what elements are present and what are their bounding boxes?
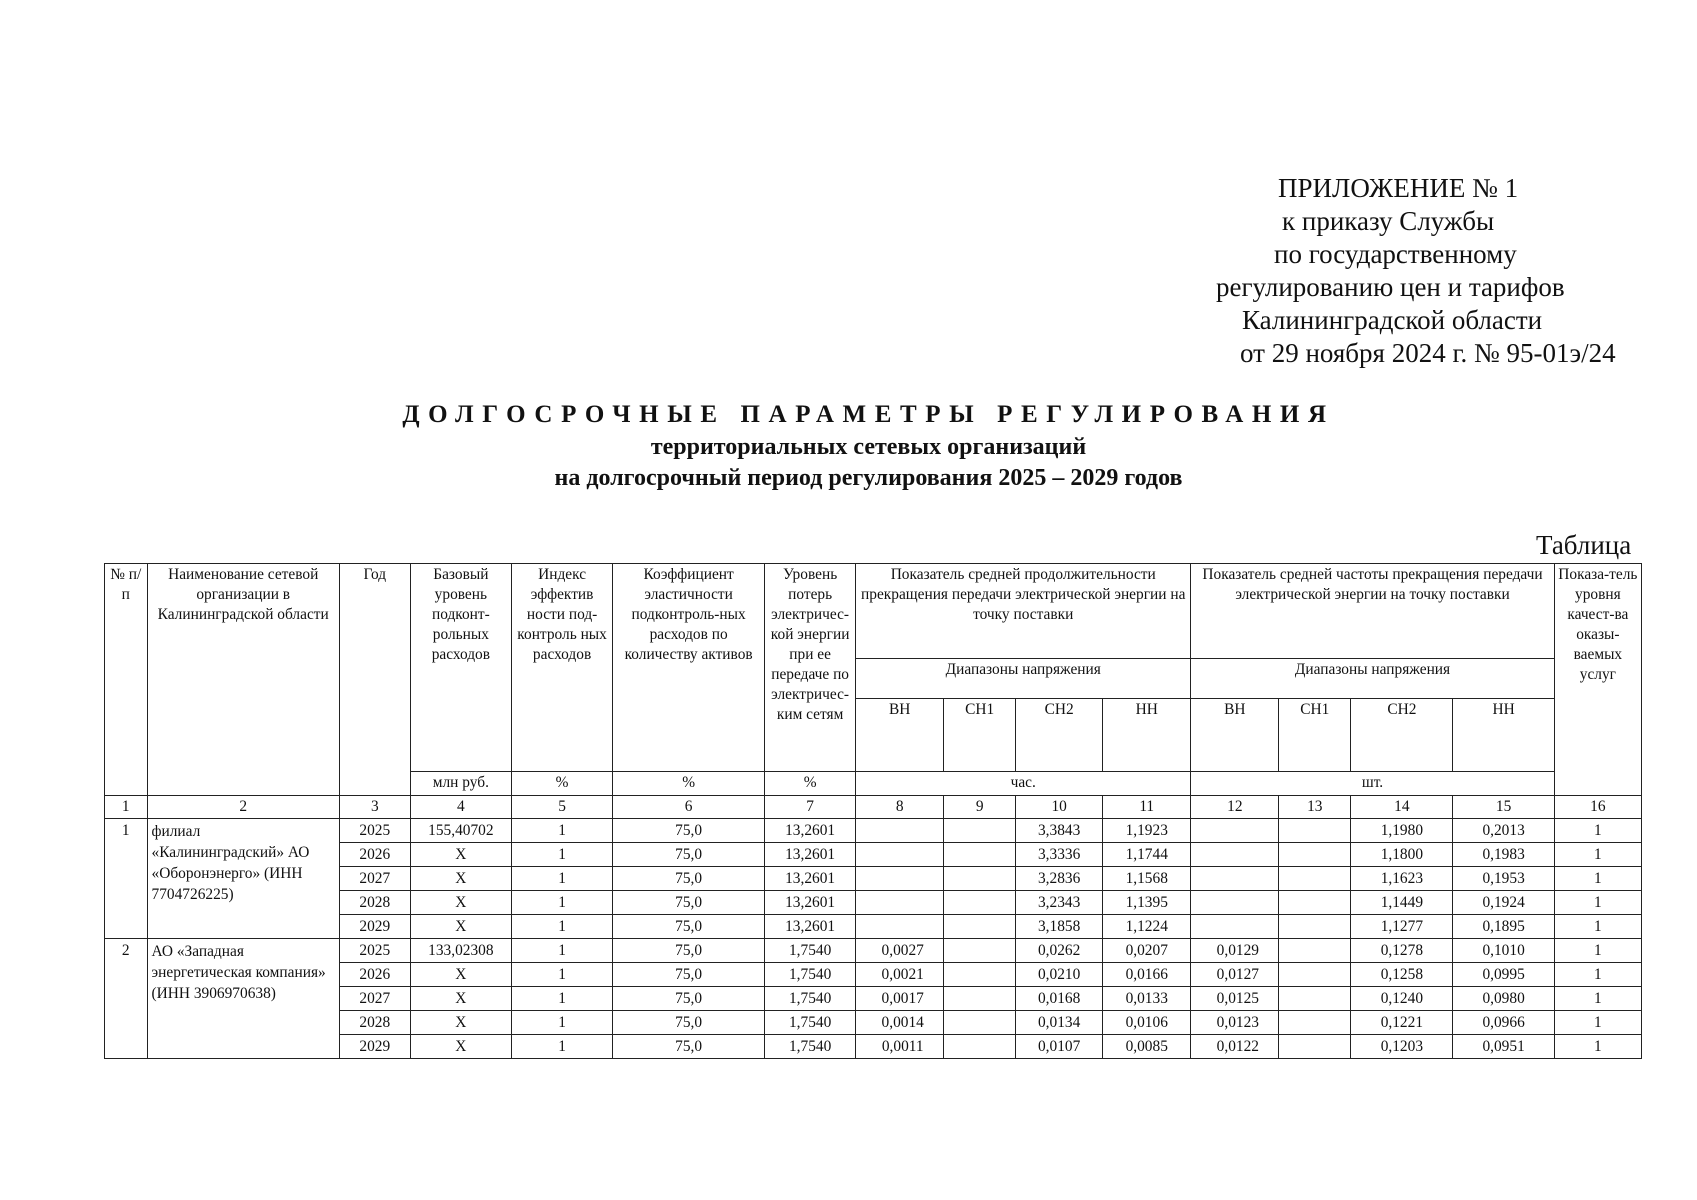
cell-base-level: Х <box>410 1035 511 1059</box>
cell-year: 2029 <box>339 1035 410 1059</box>
cell-duration-nn: 0,0106 <box>1103 1011 1191 1035</box>
cell-frequency-nn: 0,1924 <box>1453 891 1554 915</box>
column-numbers-row <box>105 796 1642 819</box>
column-number: 15 <box>1453 796 1554 819</box>
cell-frequency-sn2: 0,1203 <box>1351 1035 1453 1059</box>
cell-duration-sn2: 3,1858 <box>1016 915 1103 939</box>
cell-frequency-nn: 0,0980 <box>1453 987 1554 1011</box>
column-number: 9 <box>944 796 1016 819</box>
appendix-header <box>1150 172 1630 370</box>
cell-efficiency-index: 1 <box>511 1035 612 1059</box>
cell-loss-level: 1,7540 <box>765 1011 856 1035</box>
cell-frequency-sn1 <box>1279 963 1351 987</box>
column-number: 12 <box>1191 796 1279 819</box>
cell-frequency-sn1 <box>1279 1011 1351 1035</box>
unit-duration: час. <box>856 772 1191 796</box>
cell-frequency-sn2: 1,1800 <box>1351 843 1453 867</box>
cell-frequency-vn: 0,0122 <box>1191 1035 1279 1059</box>
appendix-line: ПРИЛОЖЕНИЕ № 1 <box>1278 173 1519 203</box>
header-quality: Показа-тель уровня качест-ва оказы-ваемых услуг <box>1554 564 1641 796</box>
cell-efficiency-index: 1 <box>511 939 612 963</box>
appendix-line: Калининградской области <box>1242 305 1543 335</box>
cell-duration-sn1 <box>944 867 1016 891</box>
cell-duration-sn1 <box>944 987 1016 1011</box>
cell-frequency-sn2: 0,1258 <box>1351 963 1453 987</box>
header-nn: НН <box>1103 699 1191 772</box>
cell-frequency-nn: 0,1010 <box>1453 939 1554 963</box>
cell-duration-vn: 0,0017 <box>856 987 944 1011</box>
cell-quality: 1 <box>1554 891 1641 915</box>
cell-duration-nn: 0,0166 <box>1103 963 1191 987</box>
cell-duration-sn1 <box>944 1011 1016 1035</box>
cell-loss-level: 1,7540 <box>765 1035 856 1059</box>
cell-duration-sn1 <box>944 1035 1016 1059</box>
cell-quality: 1 <box>1554 1035 1641 1059</box>
column-number: 5 <box>511 796 612 819</box>
cell-year: 2026 <box>339 963 410 987</box>
cell-efficiency-index: 1 <box>511 843 612 867</box>
cell-frequency-vn <box>1191 867 1279 891</box>
cell-frequency-sn1 <box>1279 987 1351 1011</box>
appendix-line: к приказу Службы <box>1282 206 1495 236</box>
column-number: 11 <box>1103 796 1191 819</box>
cell-frequency-vn <box>1191 891 1279 915</box>
cell-year: 2025 <box>339 939 410 963</box>
header-vn: ВН <box>1191 699 1279 772</box>
cell-duration-sn1 <box>944 891 1016 915</box>
cell-duration-nn: 1,1568 <box>1103 867 1191 891</box>
cell-year: 2029 <box>339 915 410 939</box>
header-frequency: Показатель средней частоты прекращения передачи электрической энергии на точку поставки <box>1191 564 1554 659</box>
cell-quality: 1 <box>1554 1011 1641 1035</box>
column-number: 3 <box>339 796 410 819</box>
column-number: 10 <box>1016 796 1103 819</box>
org-number: 2 <box>105 939 148 1059</box>
header-base-level: Базовый уровень подконт-рольных расходов <box>410 564 511 772</box>
cell-frequency-sn2: 1,1980 <box>1351 819 1453 843</box>
column-number: 4 <box>410 796 511 819</box>
cell-duration-sn2: 0,0134 <box>1016 1011 1103 1035</box>
cell-frequency-vn: 0,0125 <box>1191 987 1279 1011</box>
cell-efficiency-index: 1 <box>511 1011 612 1035</box>
cell-efficiency-index: 1 <box>511 915 612 939</box>
cell-loss-level: 13,2601 <box>765 915 856 939</box>
table-row <box>105 939 1642 963</box>
appendix-line: от 29 ноября 2024 г. № 95-01э/24 <box>1240 338 1616 368</box>
cell-duration-nn: 0,0207 <box>1103 939 1191 963</box>
cell-duration-sn1 <box>944 819 1016 843</box>
unit-coef: % <box>613 772 765 796</box>
cell-base-level: 133,02308 <box>410 939 511 963</box>
header-sn2: СН2 <box>1016 699 1103 772</box>
cell-duration-sn2: 3,2343 <box>1016 891 1103 915</box>
unit-loss: % <box>765 772 856 796</box>
cell-quality: 1 <box>1554 867 1641 891</box>
cell-duration-sn1 <box>944 915 1016 939</box>
cell-base-level: Х <box>410 1011 511 1035</box>
cell-frequency-nn: 0,1895 <box>1453 915 1554 939</box>
cell-loss-level: 13,2601 <box>765 843 856 867</box>
header-year: Год <box>339 564 410 796</box>
cell-base-level: Х <box>410 963 511 987</box>
cell-frequency-vn: 0,0129 <box>1191 939 1279 963</box>
cell-frequency-sn1 <box>1279 939 1351 963</box>
unit-index: % <box>511 772 612 796</box>
cell-frequency-vn: 0,0123 <box>1191 1011 1279 1035</box>
table-label: Таблица <box>1536 530 1632 560</box>
cell-duration-sn2: 3,3336 <box>1016 843 1103 867</box>
title-main: ДОЛГОСРОЧНЫЕ ПАРАМЕТРЫ РЕГУЛИРОВАНИЯ <box>402 401 1335 428</box>
column-number: 7 <box>765 796 856 819</box>
cell-year: 2027 <box>339 987 410 1011</box>
cell-year: 2028 <box>339 891 410 915</box>
cell-elasticity: 75,0 <box>613 1035 765 1059</box>
cell-year: 2028 <box>339 1011 410 1035</box>
column-number: 2 <box>147 796 339 819</box>
cell-base-level: Х <box>410 915 511 939</box>
header-num: № п/п <box>105 564 148 796</box>
cell-frequency-sn2: 1,1277 <box>1351 915 1453 939</box>
header-elasticity: Коэффициент эластичности подконтроль-ных расходов по количеству активов <box>613 564 765 772</box>
cell-duration-vn <box>856 819 944 843</box>
cell-elasticity: 75,0 <box>613 891 765 915</box>
cell-duration-nn: 1,1923 <box>1103 819 1191 843</box>
cell-frequency-sn2: 0,1240 <box>1351 987 1453 1011</box>
cell-elasticity: 75,0 <box>613 1011 765 1035</box>
cell-quality: 1 <box>1554 915 1641 939</box>
cell-elasticity: 75,0 <box>613 915 765 939</box>
cell-quality: 1 <box>1554 819 1641 843</box>
cell-loss-level: 1,7540 <box>765 939 856 963</box>
cell-duration-nn: 1,1224 <box>1103 915 1191 939</box>
cell-duration-vn: 0,0027 <box>856 939 944 963</box>
cell-duration-sn1 <box>944 939 1016 963</box>
header-voltage-ranges: Диапазоны напряжения <box>856 659 1191 699</box>
cell-frequency-sn1 <box>1279 819 1351 843</box>
cell-efficiency-index: 1 <box>511 819 612 843</box>
title-subtitle: на долгосрочный период регулирования 2025 – 2029 годов <box>554 465 1183 491</box>
cell-duration-vn <box>856 915 944 939</box>
org-number: 1 <box>105 819 148 939</box>
header-sn2: СН2 <box>1351 699 1453 772</box>
org-name: филиал «Калининградский» АО «Оборонэнерго» (ИНН 7704726225) <box>147 819 339 939</box>
cell-duration-sn2: 0,0168 <box>1016 987 1103 1011</box>
table-row <box>105 819 1642 843</box>
header-sn1: СН1 <box>1279 699 1351 772</box>
column-number: 14 <box>1351 796 1453 819</box>
column-number: 8 <box>856 796 944 819</box>
cell-frequency-vn: 0,0127 <box>1191 963 1279 987</box>
cell-base-level: Х <box>410 987 511 1011</box>
cell-year: 2026 <box>339 843 410 867</box>
cell-year: 2025 <box>339 819 410 843</box>
cell-frequency-sn1 <box>1279 1035 1351 1059</box>
cell-frequency-nn: 0,1983 <box>1453 843 1554 867</box>
cell-elasticity: 75,0 <box>613 867 765 891</box>
header-vn: ВН <box>856 699 944 772</box>
cell-efficiency-index: 1 <box>511 987 612 1011</box>
header-nn: НН <box>1453 699 1554 772</box>
header-sn1: СН1 <box>944 699 1016 772</box>
cell-quality: 1 <box>1554 963 1641 987</box>
header-voltage-ranges: Диапазоны напряжения <box>1191 659 1554 699</box>
cell-duration-sn2: 0,0107 <box>1016 1035 1103 1059</box>
cell-loss-level: 1,7540 <box>765 963 856 987</box>
cell-duration-nn: 1,1395 <box>1103 891 1191 915</box>
cell-duration-vn: 0,0011 <box>856 1035 944 1059</box>
cell-quality: 1 <box>1554 987 1641 1011</box>
cell-duration-nn: 0,0085 <box>1103 1035 1191 1059</box>
column-number: 16 <box>1554 796 1641 819</box>
cell-base-level: Х <box>410 867 511 891</box>
cell-frequency-sn1 <box>1279 891 1351 915</box>
cell-loss-level: 1,7540 <box>765 987 856 1011</box>
org-name: АО «Западная энергетическая компания» (ИНН 3906970638) <box>147 939 339 1059</box>
document-title <box>0 398 1697 494</box>
appendix-line: по государственному <box>1274 239 1517 269</box>
cell-duration-vn <box>856 867 944 891</box>
header-duration: Показатель средней продолжительности прекращения передачи электрической энергии на точку поставки <box>856 564 1191 659</box>
cell-duration-vn: 0,0014 <box>856 1011 944 1035</box>
cell-frequency-sn1 <box>1279 843 1351 867</box>
title-subtitle: территориальных сетевых организаций <box>650 434 1087 460</box>
cell-frequency-sn2: 0,1221 <box>1351 1011 1453 1035</box>
cell-frequency-sn2: 0,1278 <box>1351 939 1453 963</box>
cell-frequency-sn1 <box>1279 915 1351 939</box>
column-number: 13 <box>1279 796 1351 819</box>
cell-efficiency-index: 1 <box>511 867 612 891</box>
unit-frequency: шт. <box>1191 772 1554 796</box>
cell-year: 2027 <box>339 867 410 891</box>
appendix-line: регулированию цен и тарифов <box>1216 272 1565 302</box>
cell-elasticity: 75,0 <box>613 819 765 843</box>
cell-duration-sn1 <box>944 963 1016 987</box>
parameters-table <box>104 563 1642 1059</box>
cell-duration-nn: 1,1744 <box>1103 843 1191 867</box>
cell-frequency-nn: 0,0995 <box>1453 963 1554 987</box>
cell-frequency-vn <box>1191 915 1279 939</box>
cell-elasticity: 75,0 <box>613 939 765 963</box>
cell-quality: 1 <box>1554 939 1641 963</box>
cell-elasticity: 75,0 <box>613 963 765 987</box>
cell-frequency-sn2: 1,1449 <box>1351 891 1453 915</box>
cell-frequency-nn: 0,1953 <box>1453 867 1554 891</box>
cell-duration-sn2: 0,0262 <box>1016 939 1103 963</box>
cell-frequency-nn: 0,0966 <box>1453 1011 1554 1035</box>
cell-base-level: Х <box>410 843 511 867</box>
cell-elasticity: 75,0 <box>613 987 765 1011</box>
column-number: 1 <box>105 796 148 819</box>
cell-duration-nn: 0,0133 <box>1103 987 1191 1011</box>
cell-duration-sn2: 0,0210 <box>1016 963 1103 987</box>
cell-duration-vn <box>856 891 944 915</box>
header-efficiency-index: Индекс эффектив ности под-контроль ных расходов <box>511 564 612 772</box>
cell-duration-vn: 0,0021 <box>856 963 944 987</box>
cell-duration-vn <box>856 843 944 867</box>
cell-duration-sn1 <box>944 843 1016 867</box>
cell-elasticity: 75,0 <box>613 843 765 867</box>
unit-base: млн руб. <box>410 772 511 796</box>
cell-base-level: Х <box>410 891 511 915</box>
header-loss-level: Уровень потерь электричес-кой энергии при ее передаче по электричес-ким сетям <box>765 564 856 772</box>
cell-frequency-sn1 <box>1279 867 1351 891</box>
cell-quality: 1 <box>1554 843 1641 867</box>
cell-efficiency-index: 1 <box>511 891 612 915</box>
cell-duration-sn2: 3,3843 <box>1016 819 1103 843</box>
cell-frequency-nn: 0,2013 <box>1453 819 1554 843</box>
cell-frequency-vn <box>1191 843 1279 867</box>
column-number: 6 <box>613 796 765 819</box>
cell-loss-level: 13,2601 <box>765 867 856 891</box>
cell-duration-sn2: 3,2836 <box>1016 867 1103 891</box>
cell-frequency-vn <box>1191 819 1279 843</box>
header-org-name: Наименование сетевой организации в Калининградской области <box>147 564 339 796</box>
cell-frequency-sn2: 1,1623 <box>1351 867 1453 891</box>
cell-frequency-nn: 0,0951 <box>1453 1035 1554 1059</box>
cell-loss-level: 13,2601 <box>765 891 856 915</box>
cell-efficiency-index: 1 <box>511 963 612 987</box>
cell-base-level: 155,40702 <box>410 819 511 843</box>
cell-loss-level: 13,2601 <box>765 819 856 843</box>
